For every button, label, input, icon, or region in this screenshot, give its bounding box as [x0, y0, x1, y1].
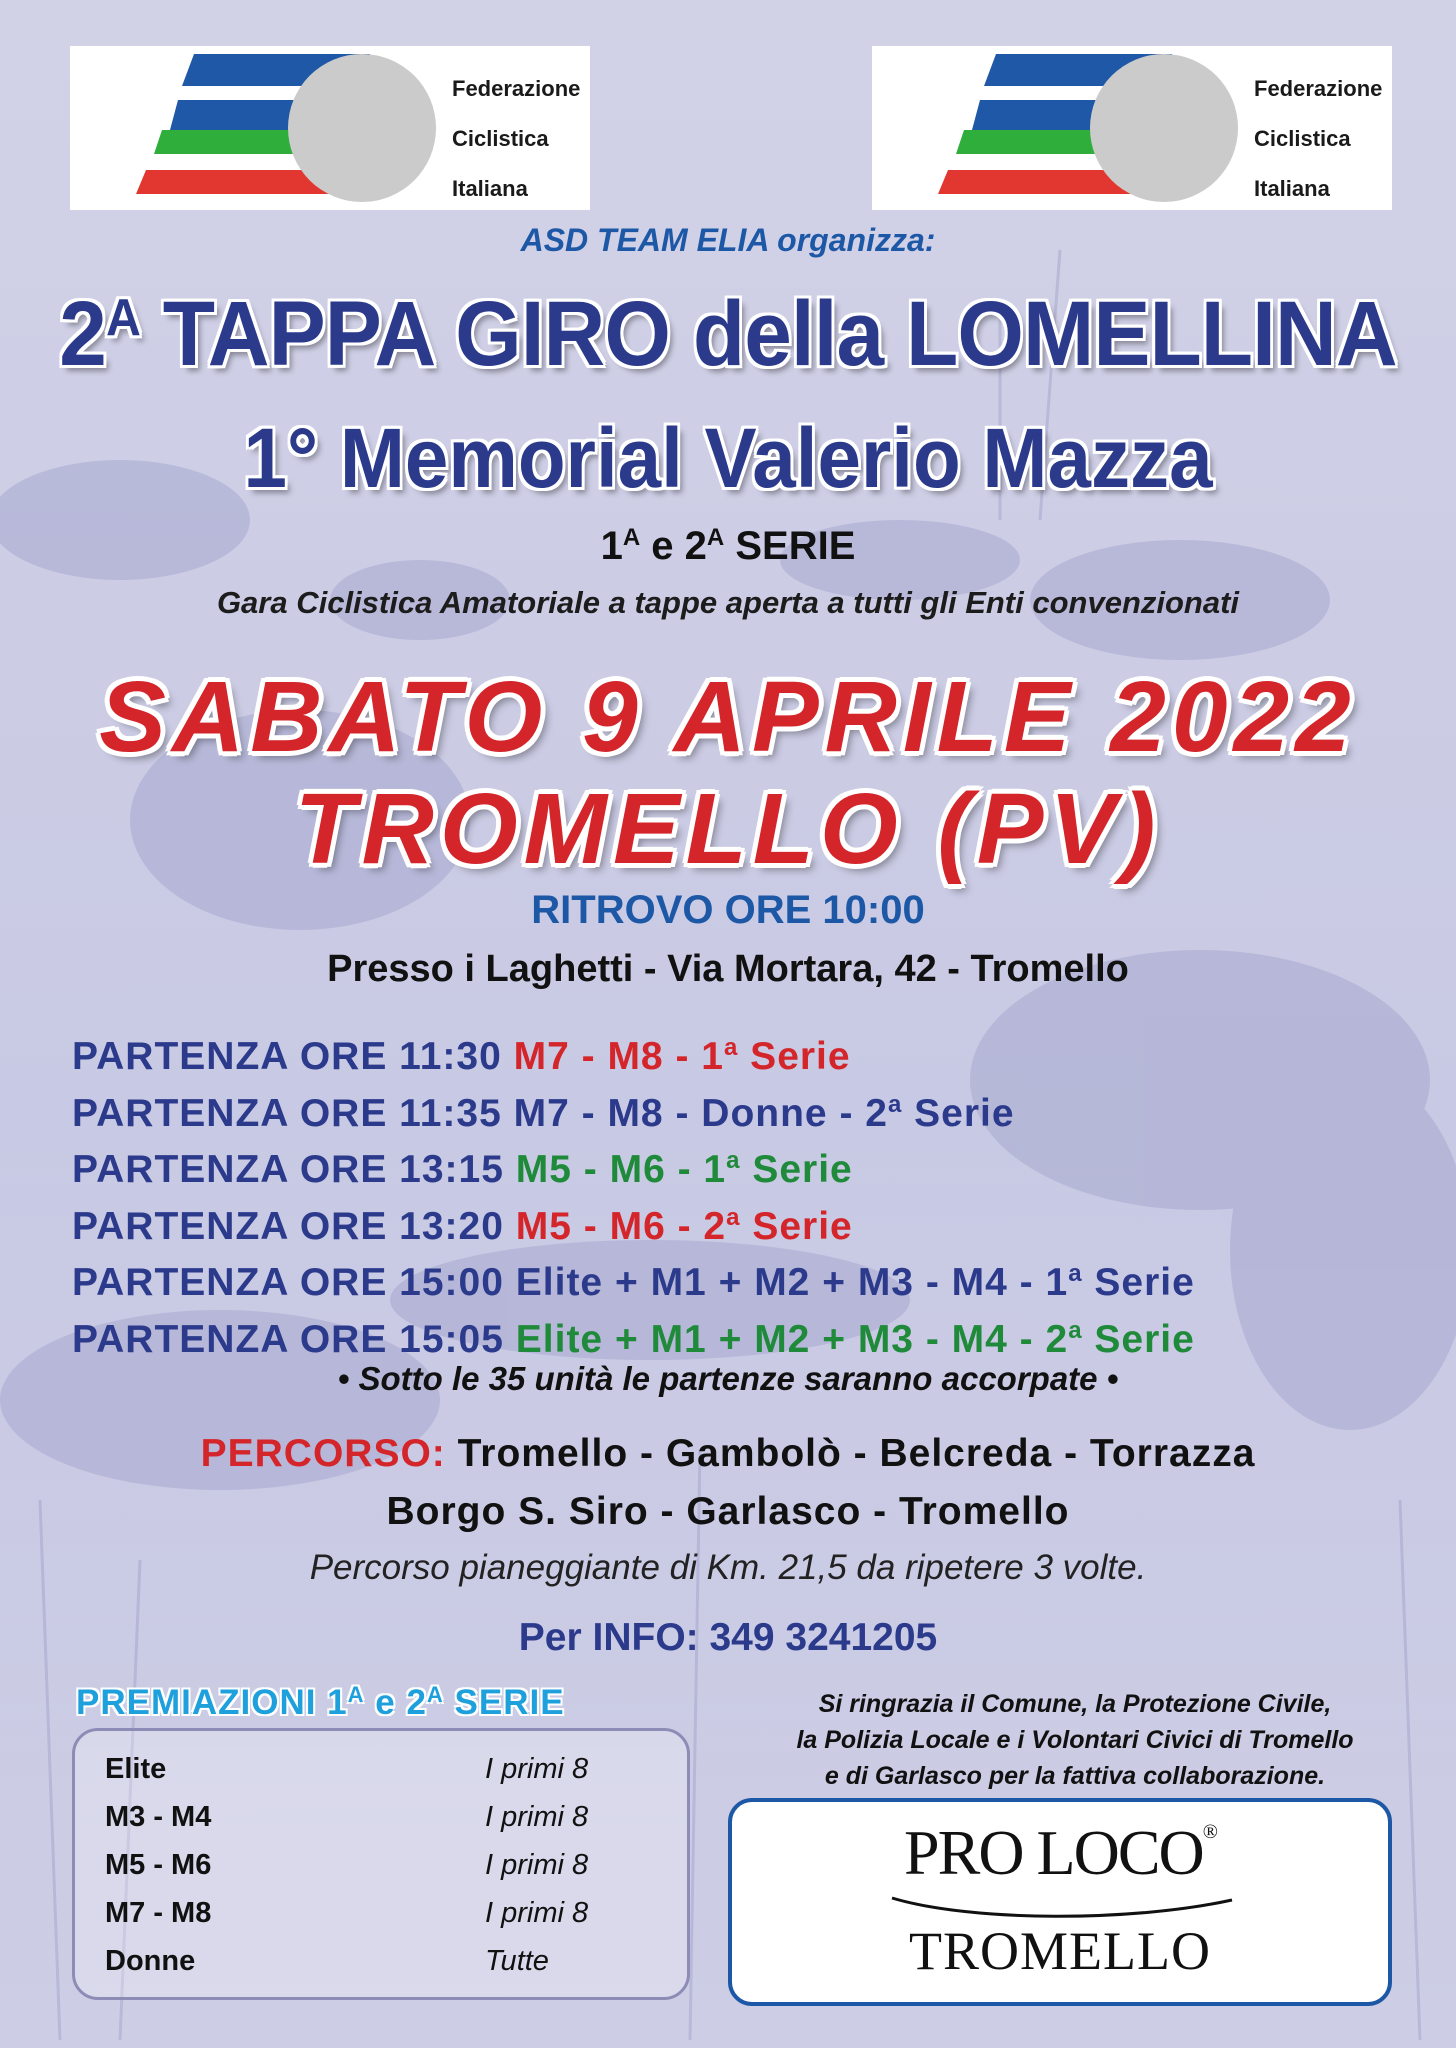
start-sup: a [726, 1147, 741, 1175]
awards-value: I primi 8 [485, 1849, 589, 1881]
start-time: PARTENZA ORE 15:05 [72, 1317, 516, 1361]
start-tail: Serie [738, 1035, 851, 1078]
awards-title-a: PREMIAZIONI 1 [76, 1683, 348, 1722]
route-towns-1: Tromello - Gambolò - Belcreda - Torrazza [445, 1432, 1256, 1475]
start-categories-text: M5 - M6 - 2 [515, 1204, 727, 1248]
start-categories [516, 1148, 853, 1191]
pro-loco-name [732, 1816, 1388, 1890]
awards-category: Donne [105, 1945, 196, 1977]
awards-title-c: SERIE [443, 1683, 565, 1722]
route-line-1 [0, 1432, 1456, 1476]
awards-value: I primi 8 [485, 1753, 589, 1785]
start-categories [516, 1318, 1195, 1361]
start-row [72, 1020, 1452, 1077]
race-description: Gara Ciclistica Amatoriale a tappe aperta a tutti gli Enti convenzionati [216, 585, 1240, 620]
awards-row [105, 1945, 665, 1991]
event-date: SABATO 9 APRILE 2022 [99, 661, 1357, 773]
memorial-title: 1° Memorial Valerio Mazza [243, 411, 1213, 505]
awards-row [105, 1801, 665, 1847]
start-sup: a [887, 1090, 903, 1118]
route-line-2: Borgo S. Siro - Garlasco - Tromello [386, 1490, 1070, 1533]
series-rest: SERIE [724, 524, 856, 568]
start-tail: Serie [740, 1204, 853, 1248]
event-title-number: 2 [59, 283, 106, 385]
awards-row [105, 1753, 665, 1799]
start-row [72, 1133, 1452, 1190]
event-location: TROMELLO (PV) [294, 773, 1162, 885]
start-row [72, 1303, 1452, 1360]
awards-category: M3 - M4 [105, 1801, 212, 1833]
route-note: Percorso pianeggiante di Km. 21,5 da ripetere 3 volte. [309, 1548, 1147, 1587]
awards-category: Elite [105, 1753, 167, 1785]
awards-category: M7 - M8 [105, 1897, 212, 1929]
event-title-sup: A [105, 289, 140, 347]
registered-mark: ® [1202, 1821, 1216, 1843]
series-a-sup: A [622, 524, 641, 551]
awards-category: M5 - M6 [105, 1849, 212, 1881]
start-row [72, 1190, 1452, 1247]
start-tail: Serie [1082, 1317, 1195, 1361]
start-categories [516, 1261, 1195, 1304]
event-title-text: TAPPA GIRO della LOMELLINA [139, 283, 1397, 385]
start-categories-text: Elite + M1 + M2 + M3 - M4 - 1 [515, 1261, 1069, 1305]
start-time: PARTENZA ORE 11:30 [72, 1035, 514, 1078]
meeting-time: RITROVO ORE 10:00 [531, 888, 925, 932]
fci-logo-line: Federazione [452, 76, 581, 101]
start-categories-text: M7 - M8 - Donne - 2 [513, 1091, 888, 1135]
fci-logo-line: Ciclistica [452, 126, 549, 151]
awards-table [72, 1728, 690, 2000]
awards-row [105, 1897, 665, 1943]
awards-value: I primi 8 [485, 1801, 589, 1833]
fci-logo-line: Federazione [1254, 76, 1383, 101]
start-categories [514, 1092, 1015, 1135]
pro-loco-name-text: PRO LOCO [904, 1817, 1203, 1888]
start-time: PARTENZA ORE 13:20 [72, 1204, 516, 1248]
start-sup: a [1068, 1316, 1083, 1344]
start-sup: a [726, 1203, 741, 1231]
thanks-line: Si ringrazia il Comune, la Protezione Civile, [818, 1690, 1332, 1718]
start-categories [514, 1035, 851, 1078]
start-row [72, 1077, 1452, 1134]
awards-value: Tutte [485, 1945, 549, 1977]
pro-loco-town: TROMELLO [909, 1921, 1211, 1981]
start-row [72, 1246, 1452, 1303]
start-tail: Serie [902, 1091, 1015, 1135]
meeting-address: Presso i Laghetti - Via Mortara, 42 - Tromello [327, 948, 1129, 990]
fci-logo-line: Ciclistica [1254, 126, 1351, 151]
start-time: PARTENZA ORE 11:35 [72, 1091, 514, 1135]
series-b-sup: A [706, 524, 725, 551]
series-mid: e 2 [640, 524, 707, 568]
thanks-note [710, 1686, 1440, 1794]
info-phone: Per INFO: 349 3241205 [518, 1616, 938, 1659]
start-time: PARTENZA ORE 13:15 [72, 1148, 516, 1192]
merge-note: • Sotto le 35 unità le partenze saranno accorpate • [337, 1360, 1119, 1397]
route-label: PERCORSO: [200, 1432, 446, 1475]
start-schedule [72, 1020, 1452, 1360]
event-title [51, 282, 1405, 387]
start-categories-text: Elite + M1 + M2 + M3 - M4 - 2 [515, 1317, 1069, 1361]
thanks-line: la Polizia Locale e i Volontari Civici di Tromello [796, 1726, 1354, 1754]
series-heading [0, 524, 1456, 569]
awards-sup: A [426, 1682, 444, 1707]
start-categories-text: M7 - M8 - 1 [513, 1035, 724, 1078]
start-sup: a [723, 1034, 739, 1061]
fci-logo-line: Italiana [452, 176, 528, 201]
swash-decoration [882, 1892, 1242, 1922]
start-tail: Serie [1082, 1261, 1195, 1305]
series-a: 1 [600, 524, 623, 568]
start-categories [516, 1205, 853, 1248]
start-time: PARTENZA ORE 15:00 [72, 1261, 516, 1305]
awards-value: I primi 8 [485, 1897, 589, 1929]
awards-row [105, 1849, 665, 1895]
pro-loco-logo [728, 1798, 1392, 2006]
awards-title [76, 1682, 565, 1723]
awards-title-b: e 2 [364, 1683, 427, 1722]
start-categories-text: M5 - M6 - 1 [515, 1148, 727, 1192]
fci-logo-right [872, 46, 1392, 210]
awards-sup: A [347, 1682, 365, 1707]
start-sup: a [1068, 1260, 1083, 1288]
fci-logo-line: Italiana [1254, 176, 1330, 201]
start-tail: Serie [740, 1148, 853, 1192]
thanks-line: e di Garlasco per la fattiva collaborazione. [824, 1762, 1326, 1790]
fci-logo-left [70, 46, 590, 210]
organizer-text: ASD TEAM ELIA organizza: [520, 222, 936, 258]
